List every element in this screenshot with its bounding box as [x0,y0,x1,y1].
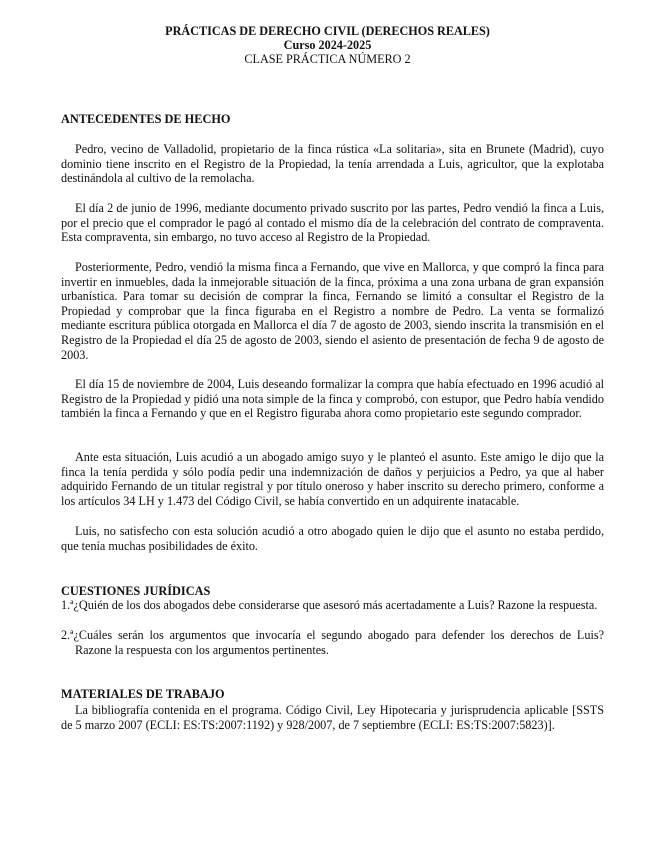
document-title: PRÁCTICAS DE DERECHO CIVIL (DERECHOS REALES) [165,24,490,38]
document-header [0,24,655,67]
cuestion-2: 2.ª¿Cuáles serán los argumentos que invocaría el segundo abogado para defender los derechos de Luis? Razone la respuesta con los argumentos pertinentes. [61,628,604,657]
materiales-paragraph: La bibliografía contenida en el programa. Código Civil, Ley Hipotecaria y jurisprudencia aplicable [SSTS de 5 marzo 2007 (ECLI: ES:TS:2007:1192) y 928/2007, de 7 septiembre (ECLI: ES:TS:2007:5823)]. [61,703,604,732]
antecedentes-paragraph-1: Pedro, vecino de Valladolid, propietario de la finca rústica «La solitaria», sita en Brunete (Madrid), cuyo dominio tiene inscrito en el Registro de la Propiedad, la tenía arrendada a Luis, agricultor, que la explotaba destinándola al cultivo de la remolacha. [61,142,604,186]
antecedentes-paragraph-2: El día 2 de junio de 1996, mediante documento privado suscrito por las partes, Pedro vendió la finca a Luis, por el precio que el comprador le pagó al contado el mismo día de la celebración del contrato de compraventa. Esta compraventa, sin embargo, no tuvo acceso al Registro de la Propiedad. [61,201,604,245]
antecedentes-heading: ANTECEDENTES DE HECHO [61,112,231,126]
antecedentes-paragraph-3: Posteriormente, Pedro, vendió la misma finca a Fernando, que vive en Mallorca, y que compró la finca para invertir en inmuebles, dada la inmejorable situación de la finca, próxima a una zona urbana de gran expansión urbanística. Para tomar su decisión de comprar la finca, Fernando se limitó a consultar el Registro de la Propiedad y comprobar que la finca figuraba en el Registro a nombre de Pedro. La venta se formalizó mediante escritura pública otorgada en Mallorca el día 7 de agosto de 2003, siendo inscrita la transmisión en el Registro de la Propiedad el día 25 de agosto de 2003, siendo el asiento de presentación de fecha 9 de agosto de 2003. [61,260,604,362]
course-year: Curso 2024-2025 [283,38,372,53]
antecedentes-paragraph-4: El día 15 de noviembre de 2004, Luis deseando formalizar la compra que había efectuado en 1996 acudió al Registro de la Propiedad y pidió una nota simple de la finca y comprobó, con estupor, que Pedro había vendido también la finca a Fernando y que en el Registro figuraba ahora como propietario este segundo comprador. [61,377,604,421]
cuestion-1: 1.ª¿Quién de los dos abogados debe considerarse que asesoró más acertadamente a Luis? Razone la respuesta. [61,598,598,612]
antecedentes-paragraph-5: Ante esta situación, Luis acudió a un abogado amigo suyo y le planteó el asunto. Este amigo le dijo que la finca la tenía perdida y sólo podía pedir una indemnización de daños y perjuicios a Pedro, ya que al haber adquirido Fernando de un titular registral y por título oneroso y haber inscrito su derecho primero, conforme a los artículos 34 LH y 1.473 del Código Civil, se había convertido en un adquirente inatacable. [61,450,604,508]
cuestiones-heading: CUESTIONES JURÍDICAS [61,584,211,598]
materiales-heading: MATERIALES DE TRABAJO [61,687,225,701]
class-number: CLASE PRÁCTICA NÚMERO 2 [244,52,411,67]
antecedentes-paragraph-6: Luis, no satisfecho con esta solución acudió a otro abogado quien le dijo que el asunto no estaba perdido, que tenía muchas posibilidades de éxito. [61,524,604,553]
